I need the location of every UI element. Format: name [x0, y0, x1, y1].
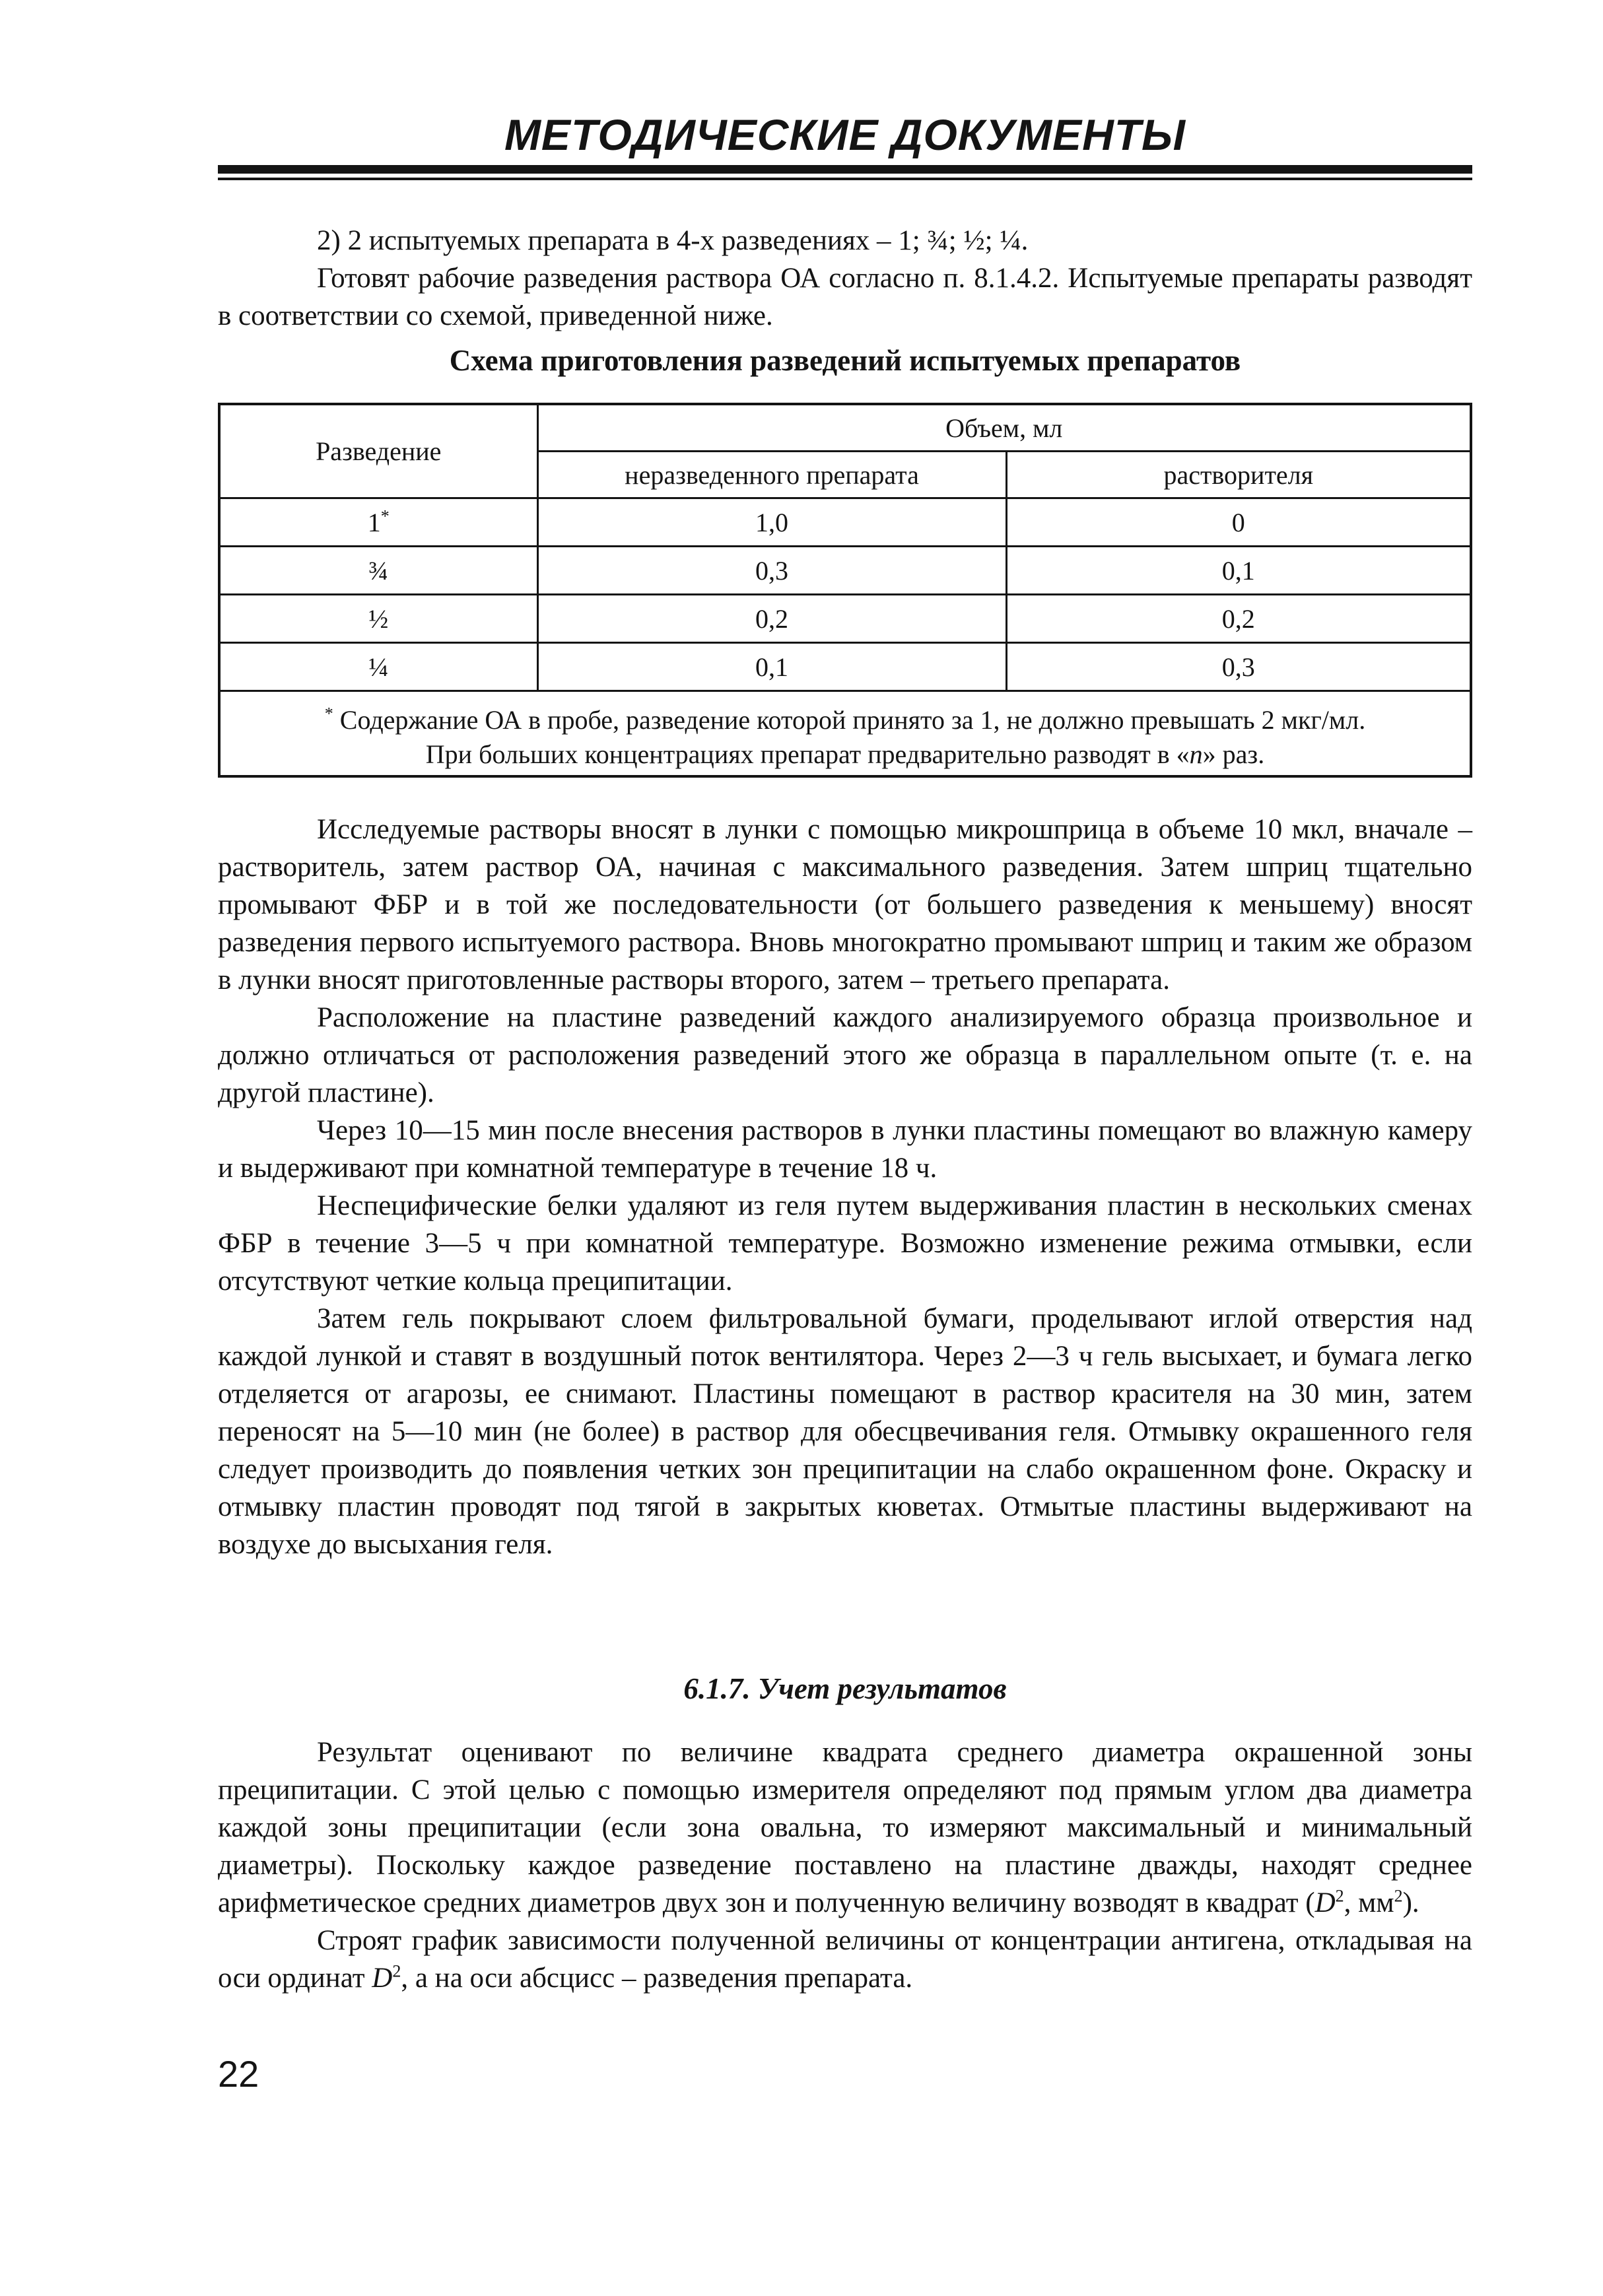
- header-solvent: растворителя: [1006, 452, 1470, 498]
- footnote-line-1: Содержание ОА в пробе, разведение которой принято за 1, не должно превышать 2 мкг/мл.: [339, 705, 1366, 735]
- body-paragraph: Неспецифические белки удаляют из геля путем выдерживания пластин в нескольких сменах ФБР в течение 3—5 ч при комнатной температуре. Возможно изменение режима отмывки, если отсутствуют четкие кольца преципитации.: [218, 1190, 1472, 1297]
- cell-solvent: 0,2: [1006, 595, 1470, 643]
- intro-list-item-2: 2) 2 испытуемых препарата в 4-х разведениях – 1; ¾; ½; ¼.: [317, 225, 1029, 256]
- page-number: 22: [218, 2053, 259, 2095]
- cell-dilution: ¾: [221, 547, 537, 595]
- cell-dilution: ½: [221, 595, 537, 643]
- intro-block: [218, 222, 1472, 335]
- footnote-marker: *: [324, 704, 333, 724]
- running-header-title: МЕТОДИЧЕСКИЕ ДОКУМЕНТЫ: [504, 110, 1186, 159]
- section-heading: 6.1.7. Учет результатов: [683, 1672, 1007, 1705]
- header-undiluted: неразведенного препарата: [537, 452, 1006, 498]
- section-text: [218, 1734, 1472, 1997]
- body-paragraph: Исследуемые растворы вносят в лунки с помощью микрошприца в объеме 10 мкл, вначале – растворитель, затем раствор ОА, начиная с максимального разведения. Затем шприц тщательно промывают ФБР и в той же последовательности (от большего разведения к меньшему) вносят разведения первого испытуемого раствора. Вновь многократно промывают шприц и таким же образом в лунки вносят приготовленные растворы второго, затем – третьего препарата.: [218, 814, 1472, 996]
- cell-undiluted: 0,2: [537, 595, 1006, 643]
- table-caption: Схема приготовления разведений испытуемых препаратов: [449, 344, 1241, 377]
- table-row: [221, 498, 1470, 547]
- cell-dilution: ¼: [221, 643, 537, 691]
- body-paragraph: Затем гель покрывают слоем фильтровальной бумаги, проделывают иглой отверстия над каждой лункой и ставят в воздушный поток вентилятора. Через 2—3 ч гель высыхает, и бумага легко отделяется от агарозы, ее снимают. Пластины помещают в раствор красителя на 30 мин, затем переносят на 5—10 мин (не более) в раствор для обесцвечивания геля. Отмывку окрашенного геля следует производить до появления четких зон преципитации на слабо окрашенном фоне. Окраску и отмывку пластин проводят под тягой в закрытых кюветах. Отмытые пластины выдерживают на воздухе до высыхания геля.: [218, 1303, 1472, 1560]
- header-rule-thick: [218, 165, 1472, 174]
- intro-paragraph: Готовят рабочие разведения раствора ОА согласно п. 8.1.4.2. Испытуемые препараты разводят в соответствии со схемой, приведенной ниже.: [218, 263, 1472, 331]
- table-row: [221, 595, 1470, 643]
- cell-solvent: 0,1: [1006, 547, 1470, 595]
- table-footnote-row: [221, 691, 1470, 786]
- header-dilution: Разведение: [221, 405, 537, 498]
- footnote-line-2: При больших концентрациях препарат предварительно разводят в «n» раз.: [425, 739, 1265, 769]
- header-volume: Объем, мл: [537, 405, 1470, 452]
- cell-solvent: 0,3: [1006, 643, 1470, 691]
- cell-undiluted: 1,0: [537, 498, 1006, 547]
- cell-solvent: 0: [1006, 498, 1470, 547]
- cell-undiluted: 0,3: [537, 547, 1006, 595]
- table-header-row: [221, 405, 1470, 452]
- body-paragraph: Расположение на пластине разведений каждого анализируемого образца произвольное и должно отличаться от расположения разведений этого же образца в параллельном опыте (т. е. на другой пластине).: [218, 1002, 1472, 1108]
- section-paragraph: Строят график зависимости полученной величины от концентрации антигена, откладывая на оси ординат $D^2$, а на оси абсцисс – разведения препарата.: [218, 1925, 1472, 1994]
- body-paragraph: Через 10—15 мин после внесения растворов в лунки пластины помещают во влажную камеру и выдерживают при комнатной температуре в течение 18 ч.: [218, 1115, 1472, 1184]
- body-text: [218, 811, 1472, 1563]
- table-row: [221, 643, 1470, 691]
- header-rule-thin: [218, 178, 1472, 180]
- table-footnote: [221, 691, 1470, 786]
- cell-dilution: 1*: [221, 498, 537, 547]
- section-paragraph: Результат оценивают по величине квадрата среднего диаметра окрашенной зоны преципитации. С этой целью с помощью измерителя определяют под прямым углом два диаметра каждой зоны преципитации (если зона овальна, то измеряют максимальный и минимальный диаметры). Поскольку каждое разведение поставлено на пластине дважды, находят среднее арифметическое средних диаметров двух зон и полученную величину возводят в квадрат ($D^2$, $мм^2$).: [218, 1737, 1472, 1918]
- footnote-marker: *: [380, 506, 390, 526]
- table-row: [221, 547, 1470, 595]
- dilution-table: [218, 403, 1472, 778]
- cell-undiluted: 0,1: [537, 643, 1006, 691]
